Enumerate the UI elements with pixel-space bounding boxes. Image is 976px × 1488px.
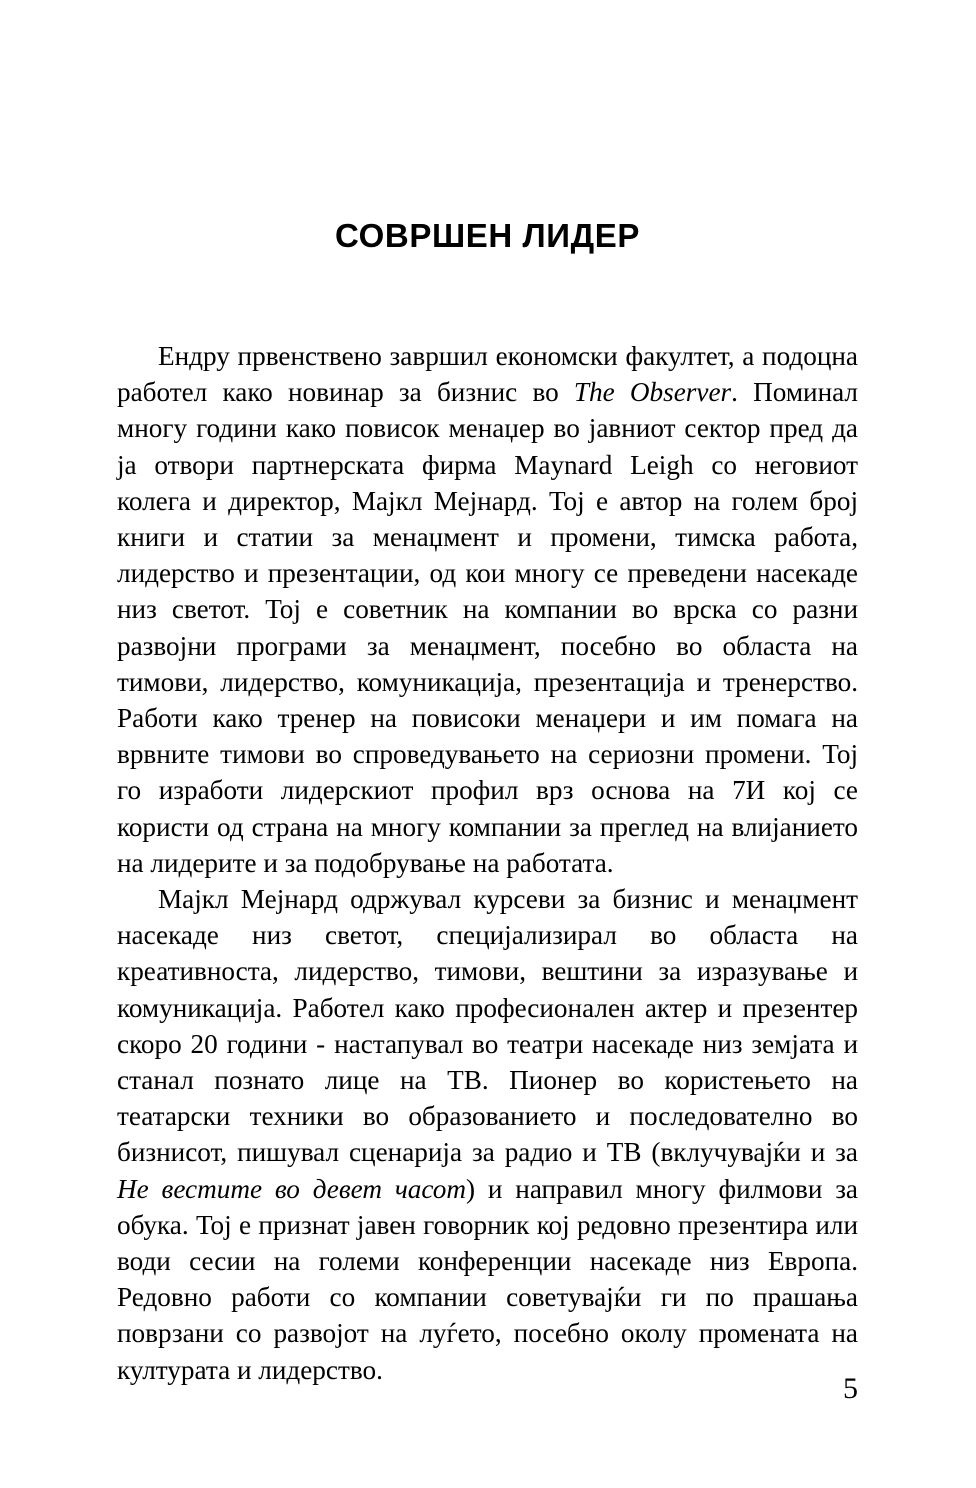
page-number: 5: [843, 1372, 858, 1405]
text-run: Ендру првенствено завршил економски факултет, а подоцна работел како новинар за бизнис во: [117, 341, 858, 408]
paragraph-andrew: [117, 338, 858, 881]
text-run: Мајкл Мејнард одржувал курсеви за бизнис и менаџмент насекаде низ светот, специјализирал во областа на креативноста, лидерство, тимови, вештини за изразување и комуникација. Работел како професионален актер и презентер скоро 20 години - настапувал во театри насекаде низ земјата и станал познато лице на ТВ. Пионер во користењето на театарски техники во образованието и последователно во бизнисот, пишувал сценарија за радио и ТВ (вклучувајќи и за: [117, 884, 858, 1168]
text-run: ) и направил многу филмови за обука. Тој е признат јавен говорник кој редовно презентира или води сесии на големи конференции насекаде низ Европа. Редовно работи со компании советувајќи ги по прашања поврзани со развојот на луѓето, посебно околу промената на културата и лидерство.: [117, 1173, 858, 1385]
paragraph-michael: [117, 881, 858, 1388]
page-title: СОВРШЕН ЛИДЕР: [335, 217, 640, 254]
italic-title-run: Не вестите во девет часот: [117, 1173, 467, 1204]
text-run: . Поминал многу години како повисок менаџер во јавниот сектор пред да ја отвори партнерската фирма Maynard Leigh со неговиот колега и директор, Мајкл Мејнард. Тој е автор на голем број книги и статии за менаџмент и промени, тимска работа, лидерство и презентации, од кои многу се преведени насекаде низ светот. Тој е советник на компании во врска со разни развојни програми за менаџмент, посебно во областа на тимови, лидерство, комуникација, презентација и тренерство. Работи како тренер на повисоки менаџери и им помага на врвните тимови во спроведувањето на сериозни промени. Тој го изработи лидерскиот профил врз основа на 7И кој се користи од страна на многу компании за преглед на влијанието на лидерите и за подобрување на работата.: [117, 377, 858, 878]
italic-title-run: The Observer: [573, 377, 732, 408]
body-text-block: [117, 338, 858, 1388]
